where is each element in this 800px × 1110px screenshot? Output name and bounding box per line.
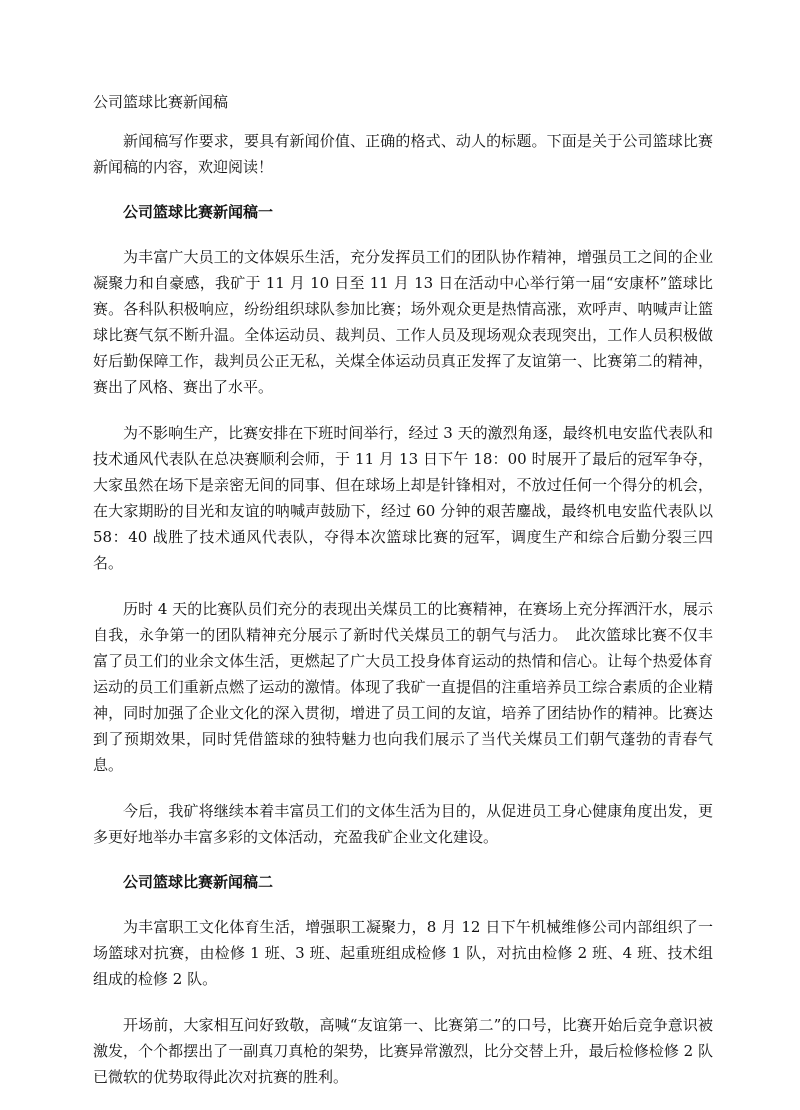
paragraph: 为不影响生产，比赛安排在下班时间举行，经过 3 天的激烈角逐，最终机电安监代表队和技术通风代表队在总决赛顺利会师，于 11 月 13 日下午 18：00 时展开了最后的冠军争夺，大家虽然在场下是亲密无间的同事、但在球场上却是针锋相对，不放过任何一个得分的机会，在大家期盼的目光和友谊的呐喊声鼓励下，经过 60 分钟的艰苦鏖战，最终机电安监代表队以 58：40 战胜了技术通风代表队，夺得本次篮球比赛的冠军，调度生产和综合后勤分裂三四名。	[93, 424, 713, 572]
section-heading: 公司篮球比赛新闻稿二	[123, 873, 274, 891]
paragraph: 开场前，大家相互问好致敬，高喊“友谊第一、比赛第二”的口号，比赛开始后竞争意识被激发，个个都摆出了一副真刀真枪的架势，比赛异常激烈，比分交替上升，最后检修检修 2 队已微软的优势取得此次对抗赛的胜利。	[93, 1016, 713, 1086]
paragraph: 历时 4 天的比赛队员们充分的表现出关煤员工的比赛精神，在赛场上充分挥洒汗水，展示自我，永争第一的团队精神充分展示了新时代关煤员工的朝气与活力。 此次篮球比赛不仅丰富了员工们的业余文体生活，更燃起了广大员工投身体育运动的热情和信心。让每个热爱体育运动的员工们重新点燃了运动的激情。体现了我矿一直提倡的注重培养员工综合素质的企业精神，同时加强了企业文化的深入贯彻，增进了员工间的友谊，培养了团结协作的精神。比赛达到了预期效果，同时凭借篮球的独特魅力也向我们展示了当代关煤员工们朝气蓬勃的青春气息。	[93, 600, 713, 774]
document-title: 公司篮球比赛新闻稿	[93, 93, 229, 111]
paragraph: 为丰富广大员工的文体娱乐生活，充分发挥员工们的团队协作精神，增强员工之间的企业凝聚力和自豪感，我矿于 11 月 10 日至 11 月 13 日在活动中心举行第一届“安康杯”篮球比赛。各科队积极响应，纷纷组织球队参加比赛；场外观众更是热情高涨，欢呼声、呐喊声让篮球比赛气氛不断升温。全体运动员、裁判员、工作人员及现场观众表现突出，工作人员积极做好后勤保障工作，裁判员公正无私，关煤全体运动员真正发挥了友谊第一、比赛第二的精神，赛出了风格、赛出了水平。	[93, 248, 713, 396]
section-two	[93, 870, 713, 1090]
intro-paragraph: 新闻稿写作要求，要具有新闻价值、正确的格式、动人的标题。下面是关于公司篮球比赛新闻稿的内容，欢迎阅读！	[93, 132, 713, 176]
section-one	[93, 200, 713, 850]
paragraph: 为丰富职工文化体育生活，增强职工凝聚力，8 月 12 日下午机械维修公司内部组织了一场篮球对抗赛，由检修 1 班、3 班、起重班组成检修 1 队，对抗由检修 2 班、4 班、技术组组成的检修 2 队。	[93, 918, 713, 988]
paragraph: 今后，我矿将继续本着丰富员工们的文体生活为目的，从促进员工身心健康角度出发，更多更好地举办丰富多彩的文体活动，充盈我矿企业文化建设。	[93, 802, 713, 846]
section-heading: 公司篮球比赛新闻稿一	[123, 203, 274, 221]
document-page	[93, 90, 713, 1110]
